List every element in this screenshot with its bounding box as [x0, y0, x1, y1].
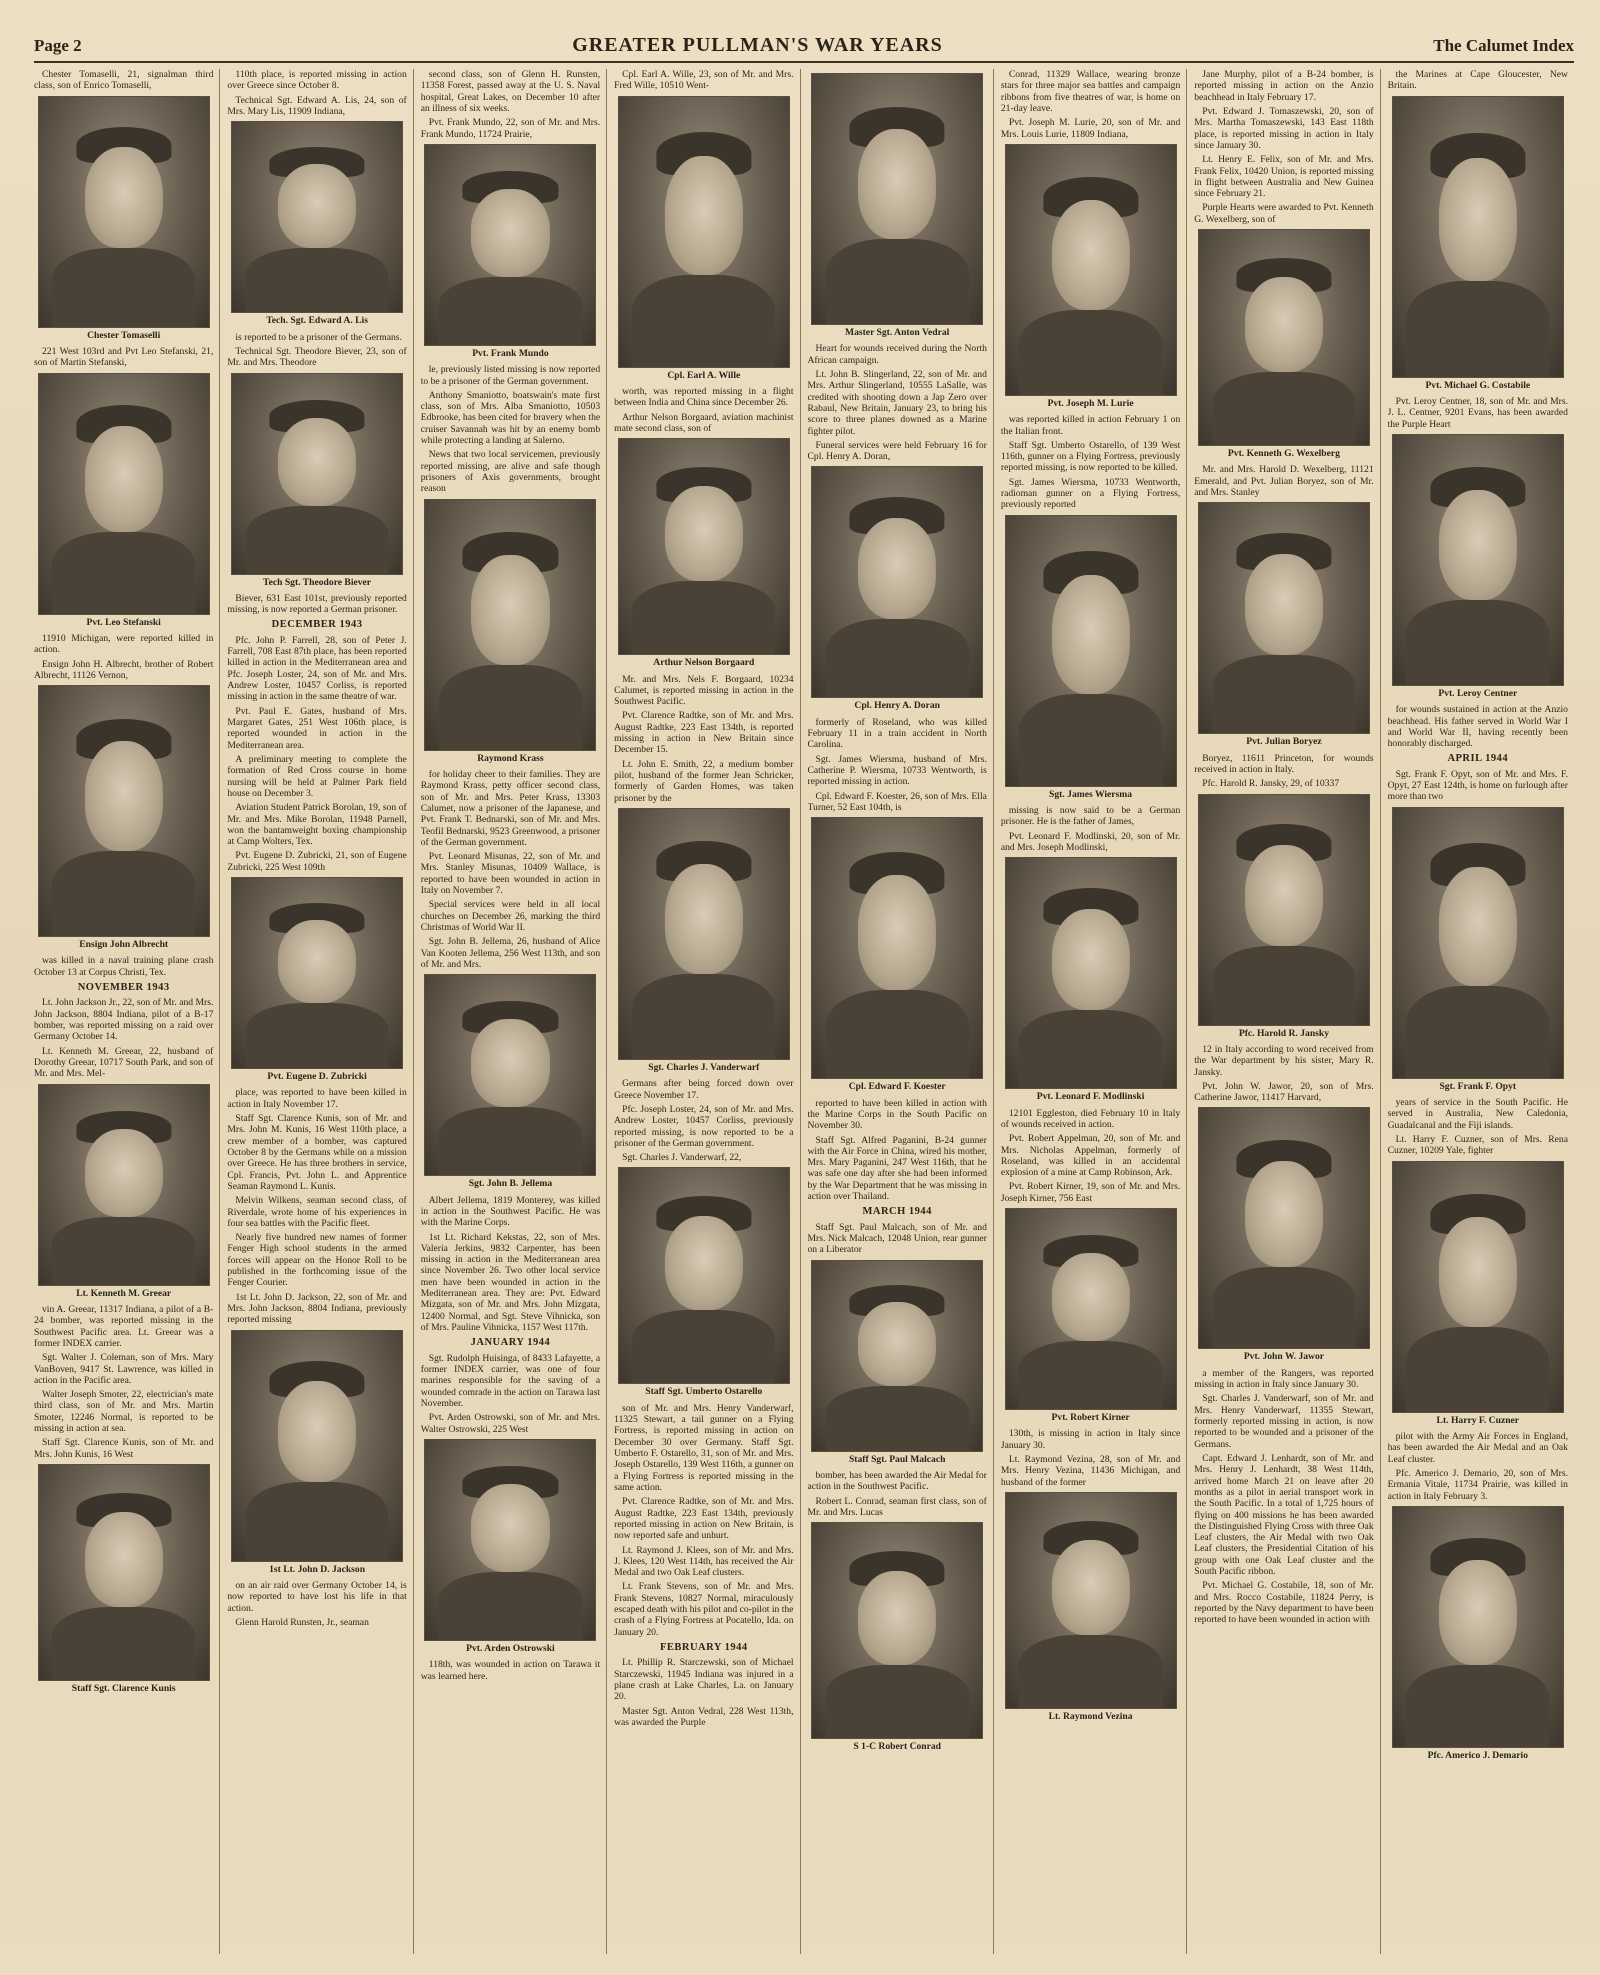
article-text: Glenn Harold Runsten, Jr., seaman — [235, 1616, 369, 1628]
article-text: Pvt. Paul E. Gates, husband of Mrs. Margaret Gates, 251 West 106th place, is reported wounded in action in the Mediterranean area. — [227, 705, 407, 751]
article-text: worth, was reported missing in a flight between India and China since December 26. — [614, 385, 794, 409]
photo-caption: Sgt. Charles J. Vanderwarf — [648, 1061, 760, 1073]
article-text: for holiday cheer to their families. They are Raymond Krass, petty officer second class, son of Mr. and Mrs. Peter Krass, 13303 Calumet, now a prisoner of the Japanese, and Pvt. Frank T. Bednarski, son of Mr. and Mrs. Teofil Bednarski, 9523 Greenwood, a prisoner of the German government. — [420, 768, 601, 848]
portrait-photo — [811, 73, 983, 325]
article-text: Capt. Edward J. Lenhardt, son of Mr. and Mrs. Henry J. Lenhardt, 38 West 114th, arrived home March 21 on leave after 20 months as a pilot in aerial transport work in the South Pacific. In a total of 1,725 hours of flying on 400 missions he has been awarded the Distinguished Flying Cross with three Oak Leaf clusters, the Air Medal with two Oak Leaf clusters, the Presidential Citation of his group with one Oak Leaf cluster and the South Pacific ribbon. — [1194, 1452, 1374, 1578]
photo-caption: Pvt. Julian Boryez — [1246, 736, 1322, 748]
photo-caption: Pvt. Arden Ostrowski — [466, 1642, 555, 1654]
article-text: Lt. Harry F. Cuzner, son of Mrs. Rena Cuzner, 10209 Yale, fighter — [1387, 1134, 1568, 1157]
article-text: Pfc. Joseph Loster, 24, son of Mr. and Mrs. Andrew Loster, 10457 Corliss, previously reported missing, is now reported to be a prisoner of the German government. — [614, 1103, 794, 1149]
portrait-photo — [1005, 515, 1177, 787]
article-text: missing is now said to be a German prisoner. He is the father of James, — [1000, 805, 1181, 828]
article-text: 1st Lt. Richard Kekstas, 22, son of Mrs. Valeria Jerkins, 9832 Carpenter, has been missing in action in the Mediterranean area since November 26. Two other local service men have been wounded in action in the Mediterranean area. They are: Pvt. Edward Mizgata, son of Mr. and Mrs. John Mizgata, 12400 Normal, and Sgt. Steve Vihnicka, son of Mrs. Pauline Vihnicka, 1157 West 117th. — [420, 1231, 601, 1333]
article-text: Pvt. Robert Appelman, 20, son of Mr. and Mrs. Nicholas Appelman, formerly of Roseland, was killed in an accidental explosion of a mine at Camp Robinson, Ark. — [1000, 1133, 1181, 1179]
article-text: Jane Murphy, pilot of a B-24 bomber, is reported missing in action on the Anzio beachhead in Italy February 17. — [1194, 69, 1374, 103]
article-text: Pvt. Leonard Misunas, 22, son of Mr. and Mrs. Stanley Misunas, 10409 Wallace, is reported to have been wounded in action in Italy on November 7. — [420, 851, 601, 897]
article-text: Technical Sgt. Theodore Biever, 23, son of Mr. and Mrs. Theodore — [227, 345, 407, 369]
portrait-photo — [1005, 144, 1177, 396]
photo-caption: S 1-C Robert Conrad — [853, 1741, 942, 1753]
article-text: Pfc. Americo J. Demario, 20, son of Mrs. Ermania Vitale, 11734 Prairie, was killed in action in Italy February 3. — [1387, 1467, 1568, 1502]
article-text: Conrad, 11329 Wallace, wearing bronze stars for three major sea battles and campaign ribbons from five theatres of war, is home on 21-day leave. — [1000, 69, 1181, 114]
portrait-photo — [618, 1167, 790, 1384]
article-text: Master Sgt. Anton Vedral, 228 West 113th, was awarded the Purple — [614, 1705, 794, 1728]
portrait-photo — [1392, 807, 1564, 1079]
photo-caption: Sgt. Frank F. Opyt — [1439, 1080, 1517, 1092]
photo-caption: Ensign John Albrecht — [79, 939, 169, 951]
photo-caption: Cpl. Edward F. Koester — [848, 1081, 946, 1093]
photo-caption: Sgt. John B. Jellema — [468, 1178, 553, 1190]
article-text: 118th, was wounded in action on Tarawa it was learned here. — [420, 1659, 601, 1682]
article-text: Cpl. Edward F. Koester, 26, son of Mrs. Ella Turner, 52 East 104th, is — [807, 790, 987, 813]
article-text: Funeral services were held February 16 for Cpl. Henry A. Doran, — [807, 439, 987, 463]
portrait-photo — [424, 974, 596, 1176]
photo-caption: Lt. Kenneth M. Greear — [76, 1287, 172, 1299]
portrait-photo — [1392, 1161, 1564, 1413]
article-text: 12101 Eggleston, died February 10 in Italy of wounds received in action. — [1000, 1107, 1181, 1130]
portrait-photo — [618, 808, 790, 1060]
article-text: 221 West 103rd and Pvt Leo Stefanski, 21, son of Martin Stefanski, — [34, 345, 214, 369]
article-text: Boryez, 11611 Princeton, for wounds received in action in Italy. — [1194, 752, 1374, 775]
photo-caption: Pvt. Joseph M. Lurie — [1047, 397, 1134, 409]
masthead — [34, 34, 1574, 63]
article-text: Special services were held in all local churches on December 26, marking the third Christmas of World War II. — [420, 899, 601, 933]
article-text: Melvin Wilkens, seaman second class, of Riverdale, wrote home of his experiences in four sea battles with the Pacific fleet. — [227, 1195, 407, 1229]
article-text: was killed in a naval training plane crash October 13 at Corpus Christi, Tex. — [34, 955, 214, 978]
newspaper-name: The Calumet Index — [1433, 36, 1574, 55]
article-text: the Marines at Cape Gloucester, New Britain. — [1387, 69, 1568, 92]
article-text: Robert L. Conrad, seaman first class, son of Mr. and Mrs. Lucas — [807, 1495, 987, 1518]
article-text: Sgt. John B. Jellema, 26, husband of Alice Van Kooten Jellema, 256 West 113th, and son of Mr. and Mrs. — [420, 936, 601, 970]
photo-caption: Pvt. Leo Stefanski — [86, 616, 161, 628]
portrait-photo — [231, 373, 403, 575]
article-text: Purple Hearts were awarded to Pvt. Kenneth G. Wexelberg, son of — [1194, 202, 1374, 225]
article-text: was reported killed in action February 1 on the Italian front. — [1000, 414, 1181, 437]
portrait-photo — [38, 685, 210, 937]
article-text: Nearly five hundred new names of former Fenger High school students in the armed forces will appear on the Honor Roll to be published in the forthcoming issue of the Fenger Courier. — [227, 1232, 407, 1289]
portrait-photo — [811, 1522, 983, 1739]
article-text: Staff Sgt. Alfred Paganini, B-24 gunner with the Air Force in China, wired his mother, Mrs. Mary Paganini, 247 West 116th, that he was safe one day after she had been informed by the War Department that he was missing in action over Thailand. — [807, 1134, 987, 1203]
article-text: place, was reported to have been killed in action in Italy November 17. — [227, 1087, 407, 1110]
photo-caption: Pfc. Harold R. Jansky — [1238, 1027, 1330, 1039]
photo-caption: Chester Tomaselli — [87, 329, 161, 341]
article-text: 130th, is missing in action in Italy since January 30. — [1000, 1428, 1181, 1451]
article-text: Chester Tomaselli, 21, signalman third class, son of Enrico Tomaselli, — [34, 69, 214, 92]
article-text: Pvt. Clarence Radtke, son of Mr. and Mrs. August Radtke, 223 East 134th, is reported missing in action in New Britain since December 15. — [614, 710, 794, 756]
portrait-photo — [38, 1464, 210, 1681]
section-heading: NOVEMBER 1943 — [77, 982, 170, 994]
article-text: Lt. Phillip R. Starczewski, son of Michael Starczewski, 11945 Indiana was injured in a plane crash at Lake Charles, La. on January 20. — [614, 1657, 794, 1703]
portrait-photo — [618, 96, 790, 368]
portrait-photo — [231, 1330, 403, 1562]
article-text: Pvt. Joseph M. Lurie, 20, son of Mr. and Mrs. Louis Lurie, 11809 Indiana, — [1000, 117, 1181, 140]
portrait-photo — [811, 817, 983, 1079]
article-text: 11910 Michigan, were reported killed in action. — [34, 632, 214, 656]
article-text: Albert Jellema, 1819 Monterey, was killed in action in the Southwest Pacific. He was with the Marine Corps. — [420, 1194, 601, 1229]
portrait-photo — [231, 121, 403, 313]
page-title: GREATER PULLMAN'S WAR YEARS — [572, 34, 943, 56]
article-text: Staff Sgt. Clarence Kunis, son of Mr. and Mrs. John Kunis, 16 West — [34, 1437, 214, 1460]
portrait-photo — [1392, 434, 1564, 686]
portrait-photo — [811, 466, 983, 698]
column-3 — [421, 69, 607, 1954]
article-text: Pvt. Clarence Radtke, son of Mr. and Mrs. August Radtke, 223 East 134th, previously reported missing in action on New Britain, is now reported safe and unhurt. — [614, 1496, 794, 1542]
portrait-photo — [424, 499, 596, 751]
article-text: Lt. Raymond J. Klees, son of Mr. and Mrs. J. Klees, 120 West 114th, has received the Air Medal and two Oak Leaf clusters. — [614, 1544, 794, 1579]
photo-caption: Sgt. James Wiersma — [1049, 788, 1133, 800]
column-4 — [614, 69, 800, 1954]
section-heading: MARCH 1944 — [862, 1206, 932, 1218]
article-text: Lt. Frank Stevens, son of Mr. and Mrs. Frank Stevens, 10827 Normal, miraculously escaped death with his pilot and co-pilot in the crash of a Flying Fortress at Pocatello, Ida. on January 20. — [614, 1581, 794, 1638]
article-text: Mr. and Mrs. Harold D. Wexelberg, 11121 Emerald, and Pvt. Julian Boryez, son of Mr. and Mrs. Stanley — [1194, 464, 1374, 498]
article-text: Cpl. Earl A. Wille, 23, son of Mr. and Mrs. Fred Wille, 10510 Went- — [614, 69, 794, 92]
column-1 — [34, 69, 220, 1954]
photo-caption: Pvt. Kenneth G. Wexelberg — [1227, 448, 1340, 460]
article-text: Sgt. Charles J. Vanderwarf, son of Mr. and Mrs. Henry Vanderwarf, 11355 Stewart, formerly reported missing in action, is now reported to be wounded and a prisoner of the Germans. — [1194, 1393, 1374, 1450]
photo-caption: Pvt. Leonard F. Modlinski — [1036, 1091, 1145, 1103]
photo-caption: Raymond Krass — [477, 752, 544, 764]
photo-caption: Pvt. Michael G. Costabile — [1425, 379, 1531, 391]
article-text: Pfc. John P. Farrell, 28, son of Peter J. Farrell, 708 East 87th place, has been reported killed in action in the Mediterranean area and Pfc. Joseph Loster, 24, son of Mr. and Mrs. Andrew Loster, 10457 Corliss, is reported missing in action in the same theatre of war. — [227, 634, 407, 703]
article-text: Ensign John H. Albrecht, brother of Robert Albrecht, 11126 Vernon, — [34, 658, 214, 681]
photo-caption: Staff Sgt. Clarence Kunis — [71, 1683, 176, 1694]
article-text: Sgt. James Wiersma, husband of Mrs. Catherine P. Wiersma, 10733 Wentworth, is reported missing in action. — [807, 753, 987, 788]
photo-caption: Staff Sgt. Umberto Ostarello — [645, 1386, 763, 1398]
article-text: Sgt. Frank F. Opyt, son of Mr. and Mrs. F. Opyt, 27 East 124th, is home on furlough after more than two — [1387, 768, 1568, 803]
portrait-photo — [1198, 1107, 1370, 1349]
article-text: Lt. Kenneth M. Greear, 22, husband of Dorothy Greear, 10717 South Park, and son of Mr. and Mrs. Mel- — [34, 1045, 214, 1080]
article-text: le, previously listed missing is now reported to be a prisoner of the German government. — [420, 364, 601, 387]
article-text: Lt. John B. Slingerland, 22, son of Mr. and Mrs. Arthur Slingerland, 10555 LaSalle, was credited with shooting down a Jap Zero over Rabaul, New Britain, January 23, to bring his score to three planes downed as a Marine fighter pilot. — [807, 368, 987, 437]
section-heading: JANUARY 1944 — [470, 1337, 551, 1349]
portrait-photo — [1198, 794, 1370, 1026]
article-text: 110th place, is reported missing in action over Greece since October 8. — [227, 69, 407, 92]
article-text: Arthur Nelson Borgaard, aviation machinist mate second class, son of — [614, 411, 794, 434]
photo-caption: Master Sgt. Anton Vedral — [845, 327, 950, 338]
photo-caption: Lt. Harry F. Cuzner — [1436, 1414, 1520, 1426]
article-text: Aviation Student Patrick Borolan, 19, son of Mr. and Mrs. Mike Borolan, 11948 Parnell, won the bantamweight boxing championship at Camp Wolters, Tex. — [227, 802, 407, 848]
article-text: Staff Sgt. Clarence Kunis, son of Mr. and Mrs. John M. Kunis, 16 West 110th place, a crew member of a bomber, was captured October 8 by the Germans while on a mission over Greece. He has three brothers in service, Cpl. Francis, Pvt. John L. and Apprentice Seaman Raymond L. Kunis. — [227, 1113, 407, 1192]
article-text: Sgt. Walter J. Coleman, son of Mrs. Mary VanBoven, 9417 St. Lawrence, was killed in action in the Pacific area. — [34, 1352, 214, 1386]
portrait-photo — [1005, 1208, 1177, 1410]
article-text: Pvt. Michael G. Costabile, 18, son of Mr. and Mrs. Rocco Costabile, 11824 Perry, is reported by the Navy department to have been reported to have been wounded in action with — [1194, 1580, 1374, 1626]
article-text: for wounds sustained in action at the Anzio beachhead. His father served in World War I and World War II, having recently been honorably discharged. — [1387, 704, 1568, 750]
photo-caption: Pvt. Robert Kirner — [1051, 1412, 1130, 1424]
article-text: Pfc. Harold R. Jansky, 29, of 10337 — [1202, 778, 1340, 790]
article-text: Sgt. Charles J. Vanderwarf, 22, — [622, 1152, 742, 1164]
portrait-photo — [424, 144, 596, 346]
photo-caption: Lt. Raymond Vezina — [1048, 1710, 1133, 1722]
article-text: Lt. John E. Smith, 22, a medium bomber pilot, husband of the former Jean Schricker, formerly of Garden Homes, was taken prisoner by the — [614, 758, 794, 804]
columns — [34, 69, 1574, 1954]
article-text: formerly of Roseland, who was killed February 11 in a train accident in North Carolina. — [807, 716, 987, 751]
article-text: News that two local servicemen, previously reported missing, are alive and safe though prisoners of Axis governments, brought reason — [420, 449, 601, 495]
portrait-photo — [38, 96, 210, 328]
article-text: Biever, 631 East 101st, previously reported missing, is now reported a German prisoner. — [227, 592, 407, 616]
portrait-photo — [1198, 229, 1370, 446]
article-text: Pvt. Leonard F. Modlinski, 20, son of Mr. and Mrs. Joseph Modlinski, — [1000, 830, 1181, 853]
column-8 — [1388, 69, 1574, 1954]
photo-caption: Tech Sgt. Theodore Biever — [263, 576, 372, 588]
article-text: Pvt. Frank Mundo, 22, son of Mr. and Mrs. Frank Mundo, 11724 Prairie, — [420, 117, 601, 140]
article-text: Heart for wounds received during the North African campaign. — [807, 343, 987, 366]
article-text: Mr. and Mrs. Nels F. Borgaard, 10234 Calumet, is reported missing in action in the Southwest Pacific. — [614, 673, 794, 708]
article-text: Sgt. Rudolph Huisinga, of 8433 Lafayette, a former INDEX carrier, was one of four marines responsible for the saving of a wounded comrade in the action on Tarawa last November. — [420, 1352, 601, 1409]
photo-caption: Pvt. John W. Jawor — [1243, 1351, 1325, 1363]
article-text: bomber, has been awarded the Air Medal for action in the Southwest Pacific. — [807, 1470, 987, 1493]
article-text: vin A. Greear, 11317 Indiana, a pilot of a B-24 bomber, was reported missing in the Southwest Pacific area. Lt. Greear was a former INDEX carrier. — [34, 1303, 214, 1349]
section-heading: DECEMBER 1943 — [271, 619, 363, 631]
portrait-photo — [231, 877, 403, 1069]
article-text: a member of the Rangers, was reported missing in action in Italy since January 30. — [1194, 1367, 1374, 1391]
photo-caption: Arthur Nelson Borgaard — [653, 657, 755, 669]
article-text: Lt. Raymond Vezina, 28, son of Mr. and Mrs. Henry Vezina, 11436 Michigan, and husband of the former — [1000, 1454, 1181, 1488]
portrait-photo — [1005, 857, 1177, 1089]
photo-caption: Pvt. Leroy Centner — [1438, 687, 1518, 699]
column-7 — [1194, 69, 1380, 1954]
portrait-photo — [424, 1439, 596, 1641]
article-text: A preliminary meeting to complete the formation of Red Cross course in home nursing will be held at Palmer Park field house on December 3. — [227, 753, 407, 799]
column-6 — [1001, 69, 1187, 1954]
article-text: Germans after being forced down over Greece November 17. — [614, 1078, 794, 1101]
article-text: Walter Joseph Smoter, 22, electrician's mate third class, son of Mr. and Mrs. Martin Smoter, 12246 Normal, is reported to be missing in action at sea. — [34, 1389, 214, 1435]
article-text: 12 in Italy according to word received from the War department by his sister, Mary R. Jansky. — [1194, 1043, 1374, 1078]
article-text: Pvt. Robert Kirner, 19, son of Mr. and Mrs. Joseph Kirner, 756 East — [1000, 1181, 1181, 1204]
article-text: Technical Sgt. Edward A. Lis, 24, son of Mrs. Mary Lis, 11909 Indiana, — [227, 94, 407, 117]
photo-caption: Cpl. Earl A. Wille — [667, 369, 741, 381]
article-text: years of service in the South Pacific. He served in Australia, New Caledonia, Guadalcanal and the Fiji islands. — [1387, 1097, 1568, 1131]
article-text: pilot with the Army Air Forces in England, has been awarded the Air Medal and an Oak Leaf cluster. — [1387, 1430, 1568, 1465]
article-text: Pvt. Eugene D. Zubricki, 21, son of Eugene Zubricki, 225 West 109th — [227, 850, 407, 873]
article-text: Pvt. Edward J. Tomaszewski, 20, son of Mrs. Martha Tomaszewski, 143 East 118th place, is reported missing in action in Italy since January 30. — [1194, 105, 1374, 151]
article-text: reported to have been killed in action with the Marine Corps in the South Pacific on November 30. — [807, 1097, 987, 1132]
article-text: Pvt. Leroy Centner, 18, son of Mr. and Mrs. J. L. Centner, 9201 Evans, has been awarded the Purple Heart — [1387, 395, 1568, 430]
photo-caption: Tech. Sgt. Edward A. Lis — [266, 315, 368, 327]
portrait-photo — [1198, 502, 1370, 734]
portrait-photo — [811, 1260, 983, 1452]
page-number: Page 2 — [34, 36, 82, 55]
photo-caption: Staff Sgt. Paul Malcach — [848, 1453, 946, 1465]
article-text: Lt. Henry E. Felix, son of Mr. and Mrs. Frank Felix, 10420 Union, is reported missing in flight between Australia and New Guinea since February 21. — [1194, 154, 1374, 200]
photo-caption: 1st Lt. John D. Jackson — [269, 1563, 366, 1575]
article-text: Sgt. James Wiersma, 10733 Wentworth, radioman gunner on a Flying Fortress, previously reported — [1000, 476, 1181, 511]
column-5 — [808, 69, 994, 1954]
portrait-photo — [1392, 1506, 1564, 1748]
article-text: Staff Sgt. Umberto Ostarello, of 139 West 116th, gunner on a Flying Fortress, previously reported missing, is now reported to be killed. — [1000, 439, 1181, 474]
photo-caption: Pvt. Eugene D. Zubricki — [267, 1071, 367, 1083]
photo-caption: Pfc. Americo J. Demario — [1427, 1749, 1529, 1761]
portrait-photo — [1005, 1492, 1177, 1709]
column-2 — [227, 69, 413, 1954]
article-text: son of Mr. and Mrs. Henry Vanderwarf, 11325 Stewart, a tail gunner on a Flying Fortress, is reported missing in action on December 30 over Germany. Staff Sgt. Umberto F. Ostarello, 31, son of Mr. and Mrs. Joseph Ostarello, 139 West 116th, a gunner on a Flying Fortress is reported missing in the same action. — [614, 1402, 794, 1493]
article-text: 1st Lt. John D. Jackson, 22, son of Mr. and Mrs. John Jackson, 8804 Indiana, previously reported missing — [227, 1291, 407, 1326]
article-text: Pvt. Arden Ostrowski, son of Mr. and Mrs. Walter Ostrowski, 225 West — [420, 1412, 601, 1435]
article-text: is reported to be a prisoner of the Germans. — [235, 331, 402, 343]
article-text: Lt. John Jackson Jr., 22, son of Mr. and Mrs. John Jackson, 8804 Indiana, pilot of a B-17 bomber, was reported missing on a raid over Germany October 14. — [34, 997, 214, 1043]
article-text: Anthony Smaniotto, boatswain's mate first class, son of Mrs. Alba Smaniotto, 10503 Edbrooke, has been cited for bravery when the cruiser Savannah was hit by an enemy bomb while protecting a landing at Salerno. — [420, 389, 601, 447]
photo-caption: Cpl. Henry A. Doran — [854, 700, 940, 712]
portrait-photo — [1392, 96, 1564, 378]
article-text: on an air raid over Germany October 14, is now reported to have lost his life in that action. — [227, 1579, 407, 1614]
article-text: second class, son of Glenn H. Runsten, 11358 Forest, passed away at the U. S. Naval hospital, Great Lakes, on December 10 after an illness of six weeks. — [420, 69, 601, 114]
article-text: Staff Sgt. Paul Malcach, son of Mr. and Mrs. Nick Malcach, 12048 Union, rear gunner on a Liberator — [807, 1221, 987, 1256]
section-heading: FEBRUARY 1944 — [659, 1642, 748, 1653]
section-heading: APRIL 1944 — [1447, 753, 1509, 765]
portrait-photo — [38, 373, 210, 615]
portrait-photo — [38, 1084, 210, 1286]
photo-caption: Pvt. Frank Mundo — [472, 347, 549, 359]
article-text: Pvt. John W. Jawor, 20, son of Mrs. Catherine Jawor, 11417 Harvard, — [1194, 1080, 1374, 1104]
portrait-photo — [618, 438, 790, 655]
